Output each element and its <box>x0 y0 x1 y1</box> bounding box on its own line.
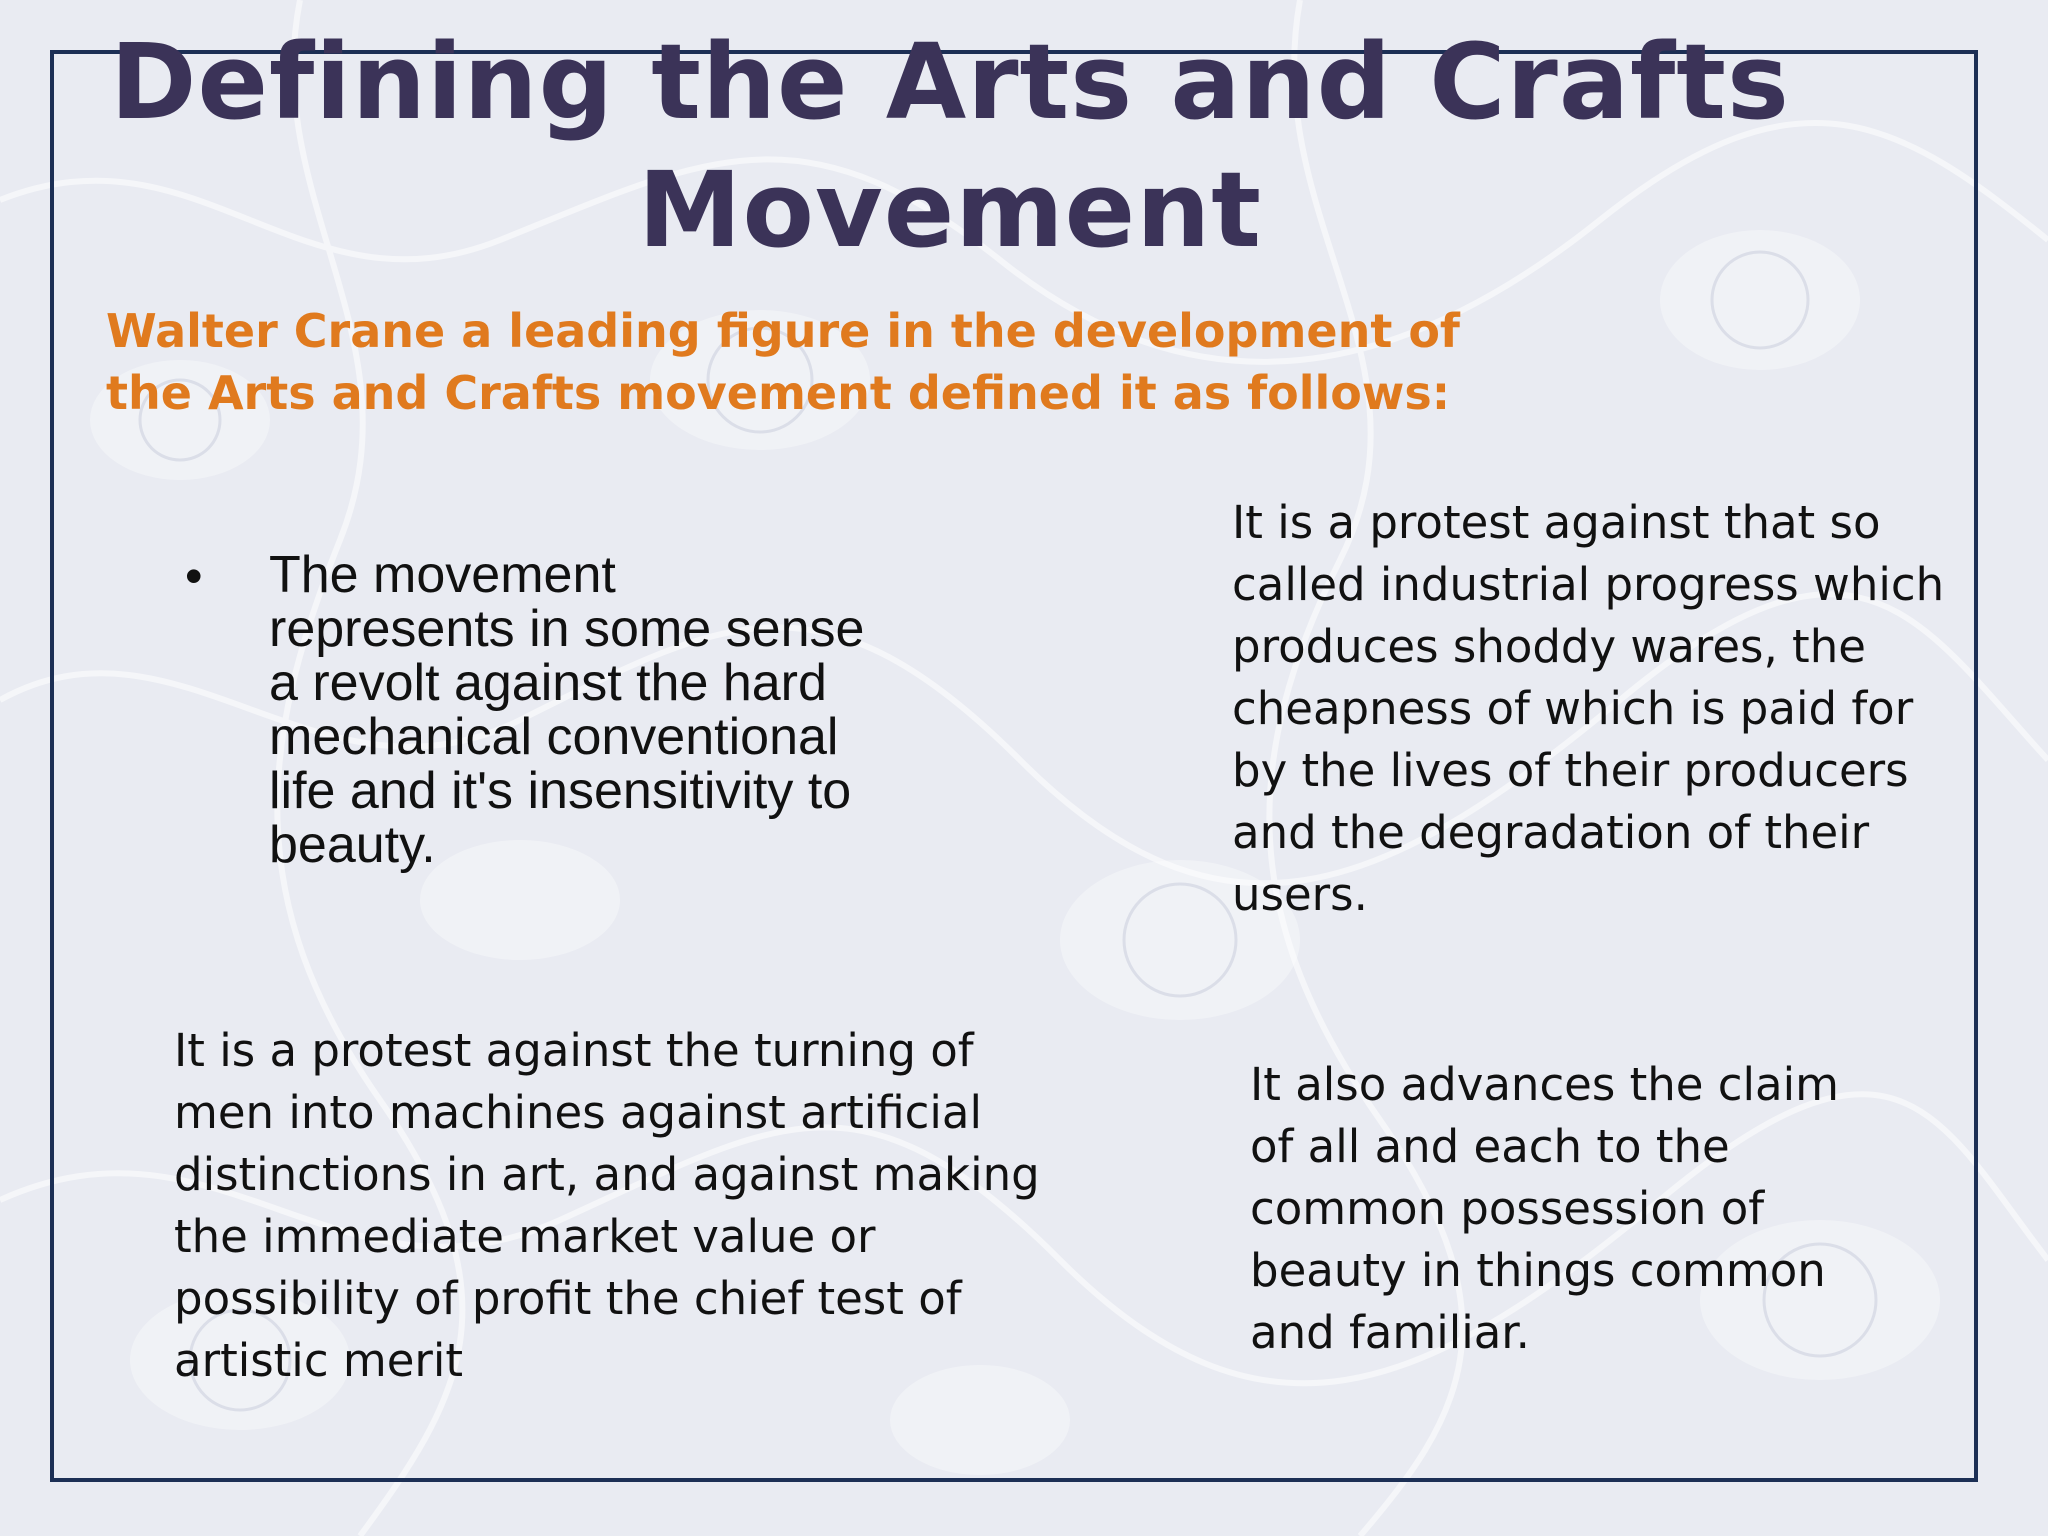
paragraph-bottom-left: It is a protest against the turning of men into machines against artificial distinctions in art, and against making the immediate market value or possibility of profit the chief test of artistic merit <box>174 1024 1040 1387</box>
slide-title: Defining the Arts and Crafts Movement <box>110 21 1790 271</box>
paragraph-top-right: It is a protest against that so called industrial progress which produces shoddy wares, the cheapness of which is paid for by the lives of their producers and the degradation of their users. <box>1232 496 1945 921</box>
paragraph-bottom-right: It also advances the claim of all and each to the common possession of beauty in things common and familiar. <box>1250 1058 1839 1359</box>
bullet-marker: • <box>185 548 203 604</box>
slide-subtitle: Walter Crane a leading figure in the development of the Arts and Crafts movement defined it as follows: <box>106 304 1460 420</box>
bullet-text: The movement represents in some sense a revolt against the hard mechanical conventional life and it's insensitivity to beauty. <box>269 546 865 874</box>
